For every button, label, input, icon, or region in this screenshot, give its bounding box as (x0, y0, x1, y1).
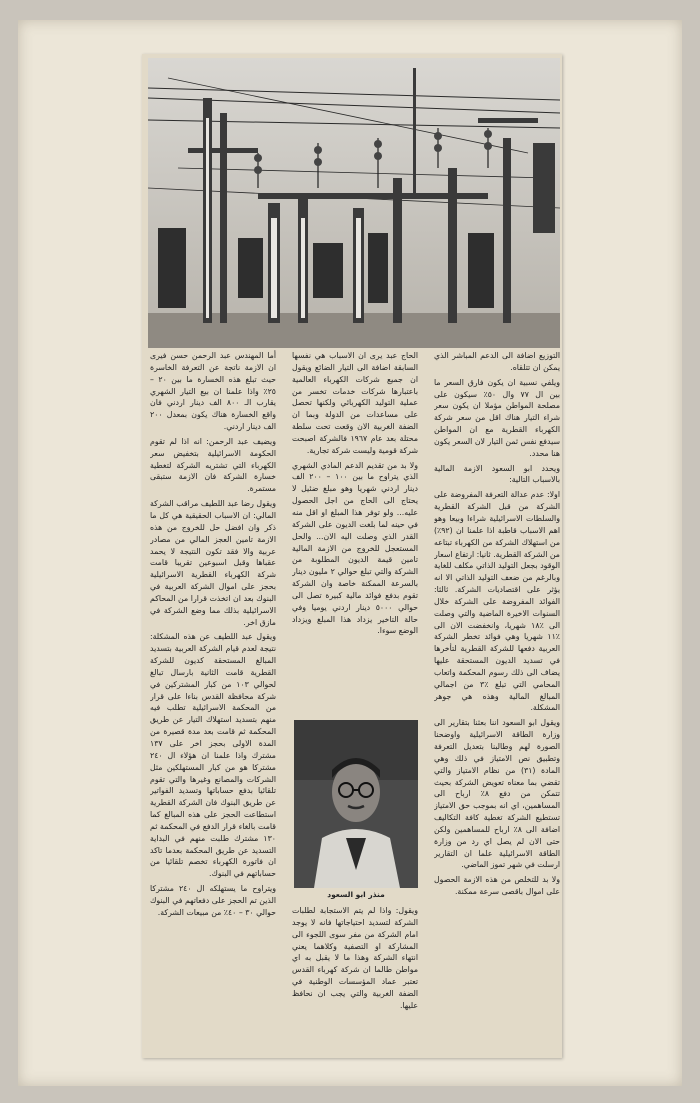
paragraph: ويقول عبد اللطيف عن هذه المشكلة: نتيجة لعدم قيام الشركة العربية بتسديد المبالغ المستحقة كديون للشركة القطرية قامت الثانية بارسال تبالغ لحوالي ١٠٣ من كبار المشتركين في شركة محافظة القدس بناءا على قرار من المحكمة الاسرائيلية تطلب فيه منهم بتسديد استهلاك التيار عن طريق المحكمة ثم قامت بعد مدة قصيرة من المدة الاولى بحجز اخر على ١٣٧ مشترك واذا علمنا ان هؤلاء ال ٢٤٠ مشتركا هو من كبار المستهلكين مثل الشركات والمصانع وغيرها والتي تقوم تلقائيا بدفع حساباتها وتسديد الفواتير عن طريق البنوك فان الشركة القطرية استطاعت الحجز على هذه المبالغ كما قامت بالغاء قرار الدفع في المحكمة ثم ١٣٠ مشترك طلبت منهم في البداية التسديد عن طريق المحكمة بعدما تاكد ان فاتورة الكهرباء تخصم تلقائيا من حساباتهم في البنوك. (150, 632, 276, 879)
paragraph: ويقول رضا عبد اللطيف مراقب الشركة المالي: ان الاسباب الحقيقية هي كل ما ذكر وان افضل حل للخروج من هذه الازمة تامين العجز المالي من مصادر عربية والا فقد تكون النتيجة لا يحمد عقباها وقبل اسبوعين تقريبا قامت شركة الكهرباء القطرية الاسرائيلية بحجز على اموال الشركة العربية في البنوك بعد ان اتخذت قرارا من المحاكم الاسرائيلية بذلك مما وضع الشركة في مازق اخر. (150, 499, 276, 627)
portrait-photo (294, 720, 418, 888)
portrait-caption: منذر ابو السعود (327, 890, 385, 899)
paragraph: الحاج عبد يرى ان الاسباب هي نفسها السابقة اضافة الى التيار الضائع ويقول ان جميع شركات الكهرباء العالمية باعتبارها شركات خدمات تخسر من عملية التوليد الكهربائي ولكنها تحصل على مساعدات من الدولة وبما ان الضفة الغربية الان وقعت تحت سلطة محتلة بعد عام ١٩٦٧ فالشركة اصبحت شركة قومية وليست شركة تجارية. (292, 351, 418, 455)
article-column-middle-lower (292, 905, 418, 1050)
paragraph: ويلفي نسبية ان يكون فارق السعر ما بين ال ٧٧ وال ٥٠٪ سيكون على مصلحة المواطن مؤملا ان يكون سعر شراء التيار هناك اقل من سعر شركة الكهرباء القطرية مع ان المواطن سيدفع نفس ثمن التيار لان السعر يكون هنا محدد. (434, 377, 560, 458)
paragraph: ويتراوح ما يستهلكه ال ٢٤٠ مشتركا الذين تم الحجز على دفعاتهم في البنوك حوالي ٣٠ – ٤٠٪ من مبيعات الشركة. (150, 884, 276, 917)
paragraph: ويقول: واذا لم يتم الاستجابة لطلبات الشركة لتسديد احتياجاتها فانه لا يوجد امام الشركة من مفر سوى اللجوء الى المشاركة او التصفية وكلاهما يعني انتهاء الشركة وهذا ما لا يقبل به اي مواطن طالما ان شركة كهرباء القدس تعتبر عماد المؤسسات الوطنية في الضفة الغربية والتي يجب ان نحافظ عليها. (292, 906, 418, 1010)
paragraph: ولا بد من تقديم الدعم المادي الشهري الذي يتراوح ما بين ١٠٠ – ٢٠٠ الف دينار اردني شهريا وهو مبلغ ضئيل لا يحتاج الى الحاج من اجل الحصول عليه... ولو توفر هذا المبلغ او اقل منه في حينه لما بلغت الديون على الشركة القدر الذي وصلت اليه الان... والحل المستعجل للخروج من الازمة المالية تامين قيمة الديون المطلوبة من الشركة والتي تبلغ حوالي ٢ مليون دينار بالسرعة الممكنة خاصة وان الشركة تقوم بدفع فوائد مالية كبيرة تصل الى حوالي ٥٠٠٠ دينار اردني يوميا وفي حالة التاخير يزداد هذا المبلغ ويزداد الوضع سوءا. (292, 460, 418, 636)
paragraph: أما المهندس عبد الرحمن حسن فيرى ان الازمة ناتجة عن التعرفة الخاسرة حيث تبلغ هذه الخسارة ما بين ٢٠ – ٢٥٪ واذا علمنا ان بيع التيار الشهري يقارب الـ ٨٠٠ الف دينار اردني فان واقع الخسارة هناك يكون بمعدل ٢٠٠ الف دينار اردني. (150, 351, 276, 432)
article-columns (148, 350, 560, 1050)
article-column-right (434, 350, 560, 1050)
paragraph: ويضيف عبد الرحمن: انه اذا لم تقوم الحكومة الاسرائيلية بتخفيض سعر الكهرباء التي تشتريه الشركة لتغطية خسارة الشركة فان الازمة ستبقى مستمرة. (150, 436, 276, 494)
paragraph: ويقول ابو السعود اننا بعثنا بتقارير الى وزارة الطاقة الاسرائيلية واوضحنا الصورة لهم وطالبنا بتعديل التعرفة وتطبيق نص الامتياز في ذلك وهي المادة (٣١) من نظام الامتياز والتي تقضي بما معناه تعويض الشركة بحيث تتمكن من دفع ٨٪ ارباح الى المساهمين، اي انه بموجب حق الامتياز تستطيع الشركة تغطية كافة التكاليف اضافة الى ٨٪ ارباح للمساهمين ولكن حتى الان لم يصل اي رد من وزارة الطاقة الاسرائيلية علما ان التقارير ارسلت في شهر تموز الماضي. (434, 718, 560, 870)
article-column-middle (292, 350, 418, 720)
paragraph: التوزيع اضافة الى الدعم المباشر الذي يمكن ان تتلقاه. (434, 351, 560, 372)
power-station-photo (148, 58, 560, 348)
paragraph: ويحدد ابو السعود الازمة المالية بالاسباب التالية: (434, 463, 560, 485)
article-column-left (150, 350, 276, 1050)
paragraph: ولا بد للتخلص من هذه الازمة الحصول على اموال باقصى سرعة ممكنة. (434, 875, 560, 897)
paragraph: اولا: عدم عدالة التعرفة المفروضة على الشركة من قبل الشركة القطرية والسلطات الاسرائيلية شراءا وبيعا وهو اهم الاسباب قاطبة اذا علمنا ان (٩٢٪) من استهلاك الشركة من الكهرباء تبتاعه من الشركة القطرية. ثانيا: ارتفاع اسعار الوقود بجعل التوليد الذاتي مكلف للغاية وبالرغم من ضعف التوليد الذاتي الا انه يؤثر على اقتصاديات الشركة. ثالثا: الفوائد المفروضة على الشركة خلال السنوات الاخيرة الماضية والتي وصلت الى ٪١٨ شهريا، وانخفضت الان الى ٪١١ شهريا وهي فوائد تخطر الشركة العربية دفعها للشركة القطرية لتأخرها في تسديد الديون المستحقة عليها يضاف الى ذلك رسوم المحكمة واتعاب المحامي التي تبلغ ٪٣ من اجمالي المبالغ المالية وهذه هي جوهر المشكلة. (434, 490, 560, 713)
